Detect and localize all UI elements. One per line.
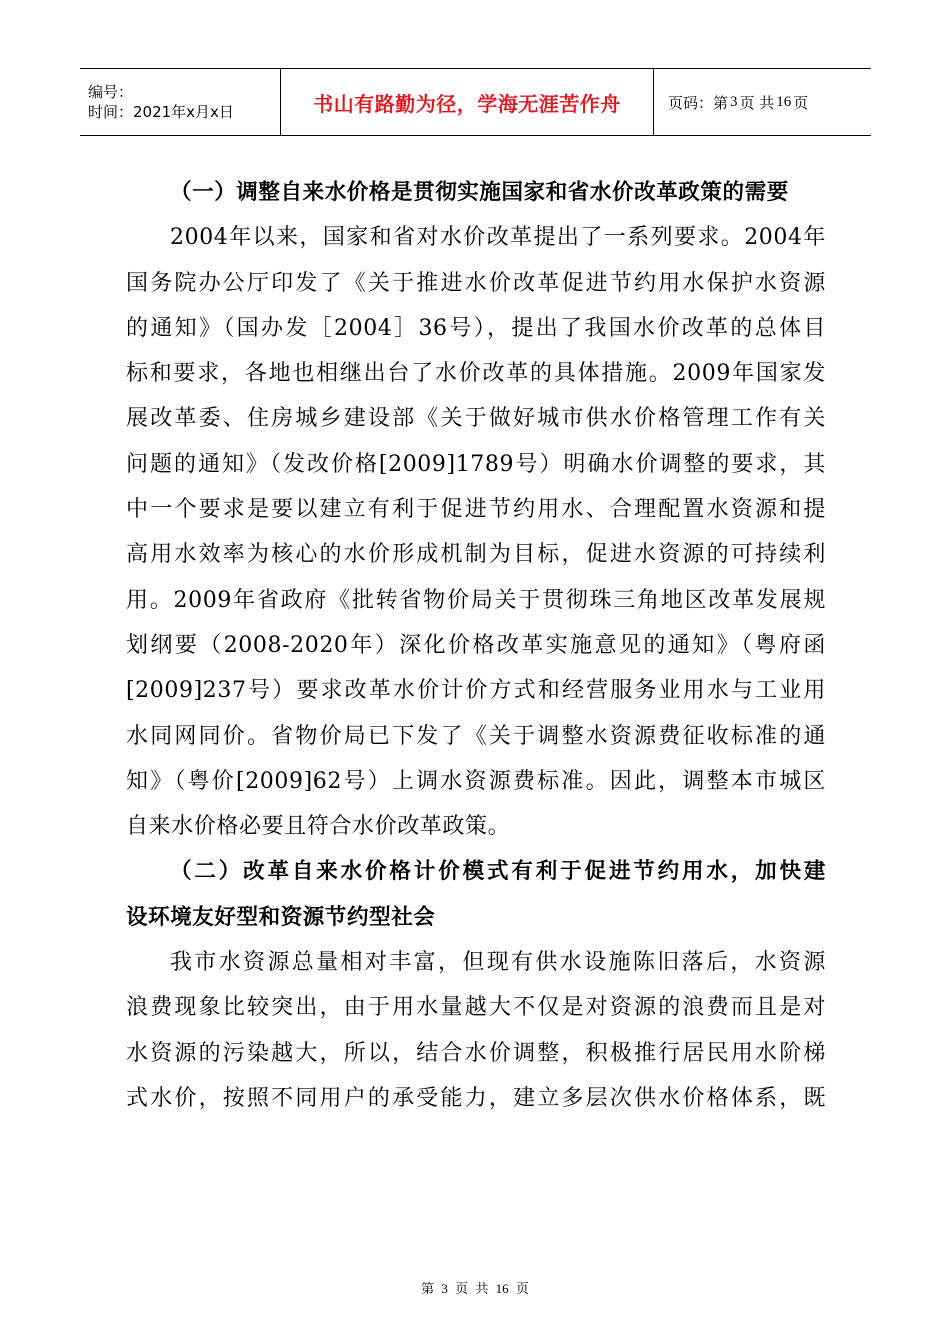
document-body [126,170,826,1121]
header-meta-cell [80,69,280,135]
paragraph-line: 自来水价格必要且符合水价改革政策。 [126,814,511,840]
paragraph-line: 问题的通知》（发改价格[2009]1789号）明确水价调整的要求，其 [126,451,826,477]
paragraph-line: [2009]237号）要求改革水价计价方式和经营服务业用水与工业用 [126,678,826,704]
paragraph-line: 用。2009年省政府《批转省物价局关于贯彻珠三角地区改革发展规 [126,587,826,613]
header-table [80,68,871,136]
paragraph-line: 式水价，按照不同用户的承受能力，建立多层次供水价格体系，既 [126,1085,826,1111]
page-footer: 第 3 页 共 16 页 [421,1281,529,1296]
page-current: 3 [730,93,738,110]
paragraph-line: 浪费现象比较突出，由于用水量越大不仅是对资源的浪费而且是对 [126,995,826,1021]
paragraph-line: 的通知》（国办发［2004］36号），提出了我国水价改革的总体目 [126,315,826,341]
paragraph-line: 展改革委、住房城乡建设部《关于做好城市供水价格管理工作有关 [126,406,826,432]
paragraph-line: 2004年以来，国家和省对水价改革提出了一系列要求。2004年 [170,225,826,251]
page-total: 16 [776,93,792,110]
time-label: 时间：2021年x月x日 [88,103,234,121]
paragraph-line: 水资源的污染越大，所以，结合水价调整，积极推行居民用水阶梯 [126,1040,826,1066]
section2-heading-cont: 设环境友好型和资源节约型社会 [126,904,436,930]
paragraph-line: 我市水资源总量相对丰富，但现有供水设施陈旧落后，水资源 [170,950,826,976]
page-middle: 页 共 [739,93,775,112]
paragraph-line: 中一个要求是要以建立有利于促进节约用水、合理配置水资源和提 [126,497,826,523]
page-prefix: 页码：第 [668,93,729,112]
paragraph-line: 水同网同价。省物价局已下发了《关于调整水资源费征收标准的通 [126,723,826,749]
paragraph-line: 划纲要（2008-2020年）深化价格改革实施意见的通知》（粤府函 [126,632,826,658]
paragraph-line: 高用水效率为核心的水价形成机制为目标，促进水资源的可持续利 [126,542,826,568]
page-suffix: 页 [793,93,809,112]
section1-heading: （一）调整自来水价格是贯彻实施国家和省水价改革政策的需要 [170,180,789,205]
serial-label: 编号： [88,83,134,101]
section2-heading: （二）改革自来水价格计价模式有利于促进节约用水，加快建 [170,859,826,885]
paragraph-line: 知》（粤价[2009]62号）上调水资源费标准。因此，调整本市城区 [126,768,826,794]
header-motto: 书山有路勤为径，学海无涯苦作舟 [280,69,654,135]
paragraph-line: 标和要求，各地也相继出台了水价改革的具体措施。2009年国家发 [126,361,826,387]
paragraph-line: 国务院办公厅印发了《关于推进水价改革促进节约用水保护水资源 [126,270,826,296]
header-page-info [654,69,871,135]
